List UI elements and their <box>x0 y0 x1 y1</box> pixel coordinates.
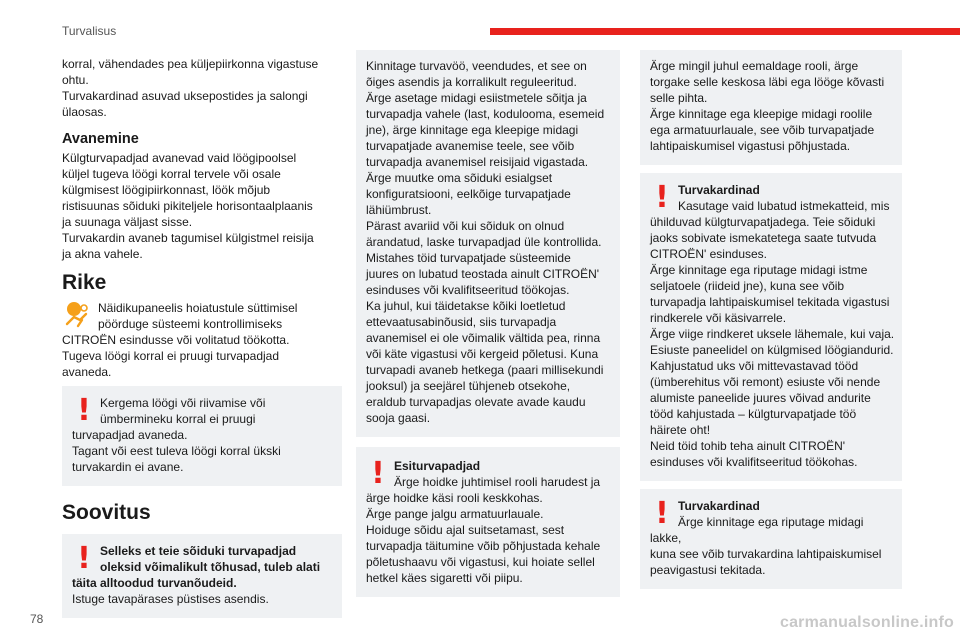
column-1 <box>62 56 342 618</box>
exclamation-warning-icon: ! <box>77 541 91 576</box>
front-airbags-text: Ärge hoidke juhtimisel rooli harudest ja ärge hoidke käsi rooli keskkohas. Ärge pange jalgu armatuurlauale. Hoiduge sõidu ajal suitsetamast, sest turvapadja täitumine võib põhjustada kehale põletushaavu või vigastusi, kui hoiate sellel hetkel käes sigaretti või piipu. <box>366 475 601 585</box>
soovitus-heading: Soovitus <box>62 501 151 524</box>
rike-warning-text: Kergema löögi või riivamise või ümbermineku korral ei pruugi turvapadjad avaneda. Tagant või eest tuleva löögi korral ükski turvakardin ei avane. <box>72 396 281 474</box>
rike-heading: Rike <box>62 271 107 294</box>
rike-warning-box <box>62 386 342 486</box>
curtain-ceiling-warning-box <box>640 489 902 589</box>
avanemine-text: Külgturvapadjad avanevad vaid löögipoolsel küljel tugeva löögi korral tervele või osale külgmisest löögipiirkonnast, löök mõjub ristisuunas sõiduki pikiteljele horisontaalplaanis ja suunaga väljast sisse. Turvakardin avaneb tagumisel külgistmel reisija ja akna vahele. <box>62 151 314 261</box>
exclamation-warning-icon: ! <box>77 393 91 428</box>
curtain-airbags-title: Turvakardinad <box>678 183 760 197</box>
header-accent-bar <box>490 28 960 35</box>
soovitus-bold-text: Selleks et teie sõiduki turvapadjad oleksid võimalikult tõhusad, tuleb alati täita alltoodud turvanõudeid. <box>72 544 321 590</box>
curtain-airbags-text: Kasutage vaid lubatud istmekatteid, mis ühilduvad külgturvapatjadega. Teie sõiduki jaoks sobivate ismekatetega saate tutvuda CITROËN' esinduses. Ärge kinnitage ega riputage midagi istme seljatoele (riideid jne), kuna see võib turvapadja lahtipaiskumisel tekitada vigastusi rindkerele või käsivarrele. Ärge viige rindkeret uksele lähemale, kui vaja. Esiuste paneelidel on külgmised löögiandurid. Kahjustatud uks või mittevastavad tööd (ümberehitus või remont) esiuste või nende alumiste paneelide juures võivad andurite tööd kahjustada – külgturvapatjade töö häirete oht! Neid töid tohib teha ainult CITROËN' esinduses või kvalifitseeritud töökohas. <box>650 199 895 469</box>
safety-info-box <box>356 50 620 437</box>
section-header: Turvalisus <box>62 24 117 38</box>
avanemine-heading: Avanemine <box>62 131 139 147</box>
page-number: 78 <box>30 612 44 626</box>
soovitus-text: Istuge tavapärases püstises asendis. <box>72 592 269 606</box>
curtain-ceiling-text: Ärge kinnitage ega riputage midagi lakke, kuna see võib turvakardina lahtipaiskumisel peavigastusi tekitada. <box>650 515 882 577</box>
soovitus-warning-box <box>62 534 342 618</box>
curtain-airbags-warning-box <box>640 173 902 481</box>
exclamation-warning-icon: ! <box>371 456 385 491</box>
intro-text: korral, vähendades pea küljepiirkonna vigastuse ohtu. Turvakardinad asuvad uksepostides ja salongi ülaosas. <box>62 57 319 119</box>
column-2 <box>356 50 620 597</box>
steering-wheel-text: Ärge mingil juhul eemaldage rooli, ärge torgake selle keskosa läbi ega lööge kõvasti selle pihta. Ärge kinnitage ega kleepige midagi roolile ega armatuurlauale, see võib turvapatjade lahtipaiskumisel vigastusi põhjustada. <box>650 59 885 153</box>
column-3 <box>640 50 902 589</box>
exclamation-warning-icon: ! <box>655 496 669 531</box>
front-airbags-warning-box <box>356 447 620 597</box>
front-airbags-title: Esiturvapadjad <box>394 459 481 473</box>
safety-info-text: Kinnitage turvavöö, veendudes, et see on õiges asendis ja korralikult reguleeritud. Ärge asetage midagi esiistmetele sõitja ja turvapadja vahele (last, kodulooma, esemeid jne), ärge kinnitage ega kleepige midagi turvapatjade avanemise teele, see võib turvapadja avanemisel reisijaid vigastada. Ärge muutke oma sõiduki esialgset konfiguratsiooni, eelkõige turvapatjade lähiümbrust. Pärast avariid või kui sõiduk on olnud ärandatud, laske turvapadjad üle kontrollida. Mistahes töid turvapatjade süsteemide juures on lubatud teostada ainult CITROËN' esinduses või kvalifitseeritud töökojas. Ka juhul, kui täidetakse kõiki loetletud ettevaatusabinõusid, siis turvapadja avanemisel ei ole võimalik vältida pea, rinna või käte vigastusi või kergeid põletusi. Kuna turvapadi avaneb hetkega (paari millisekundi jooksul) ja seejärel tühjeneb otsekohe, eraldub turvapadjas olevate avade kaudu sooja gaasi. <box>366 59 605 425</box>
watermark: carmanualsonline.info <box>779 614 954 631</box>
rike-text: Näidikupaneelis hoiatustule süttimisel pöörduge süsteemi kontrollimiseks CITROËN esindusse või volitatud töökotta. Tugeva löögi korral ei pruugi turvapadjad avaneda. <box>62 301 298 379</box>
curtain-ceiling-title: Turvakardinad <box>678 499 760 513</box>
steering-wheel-box <box>640 50 902 165</box>
exclamation-warning-icon: ! <box>655 180 669 215</box>
